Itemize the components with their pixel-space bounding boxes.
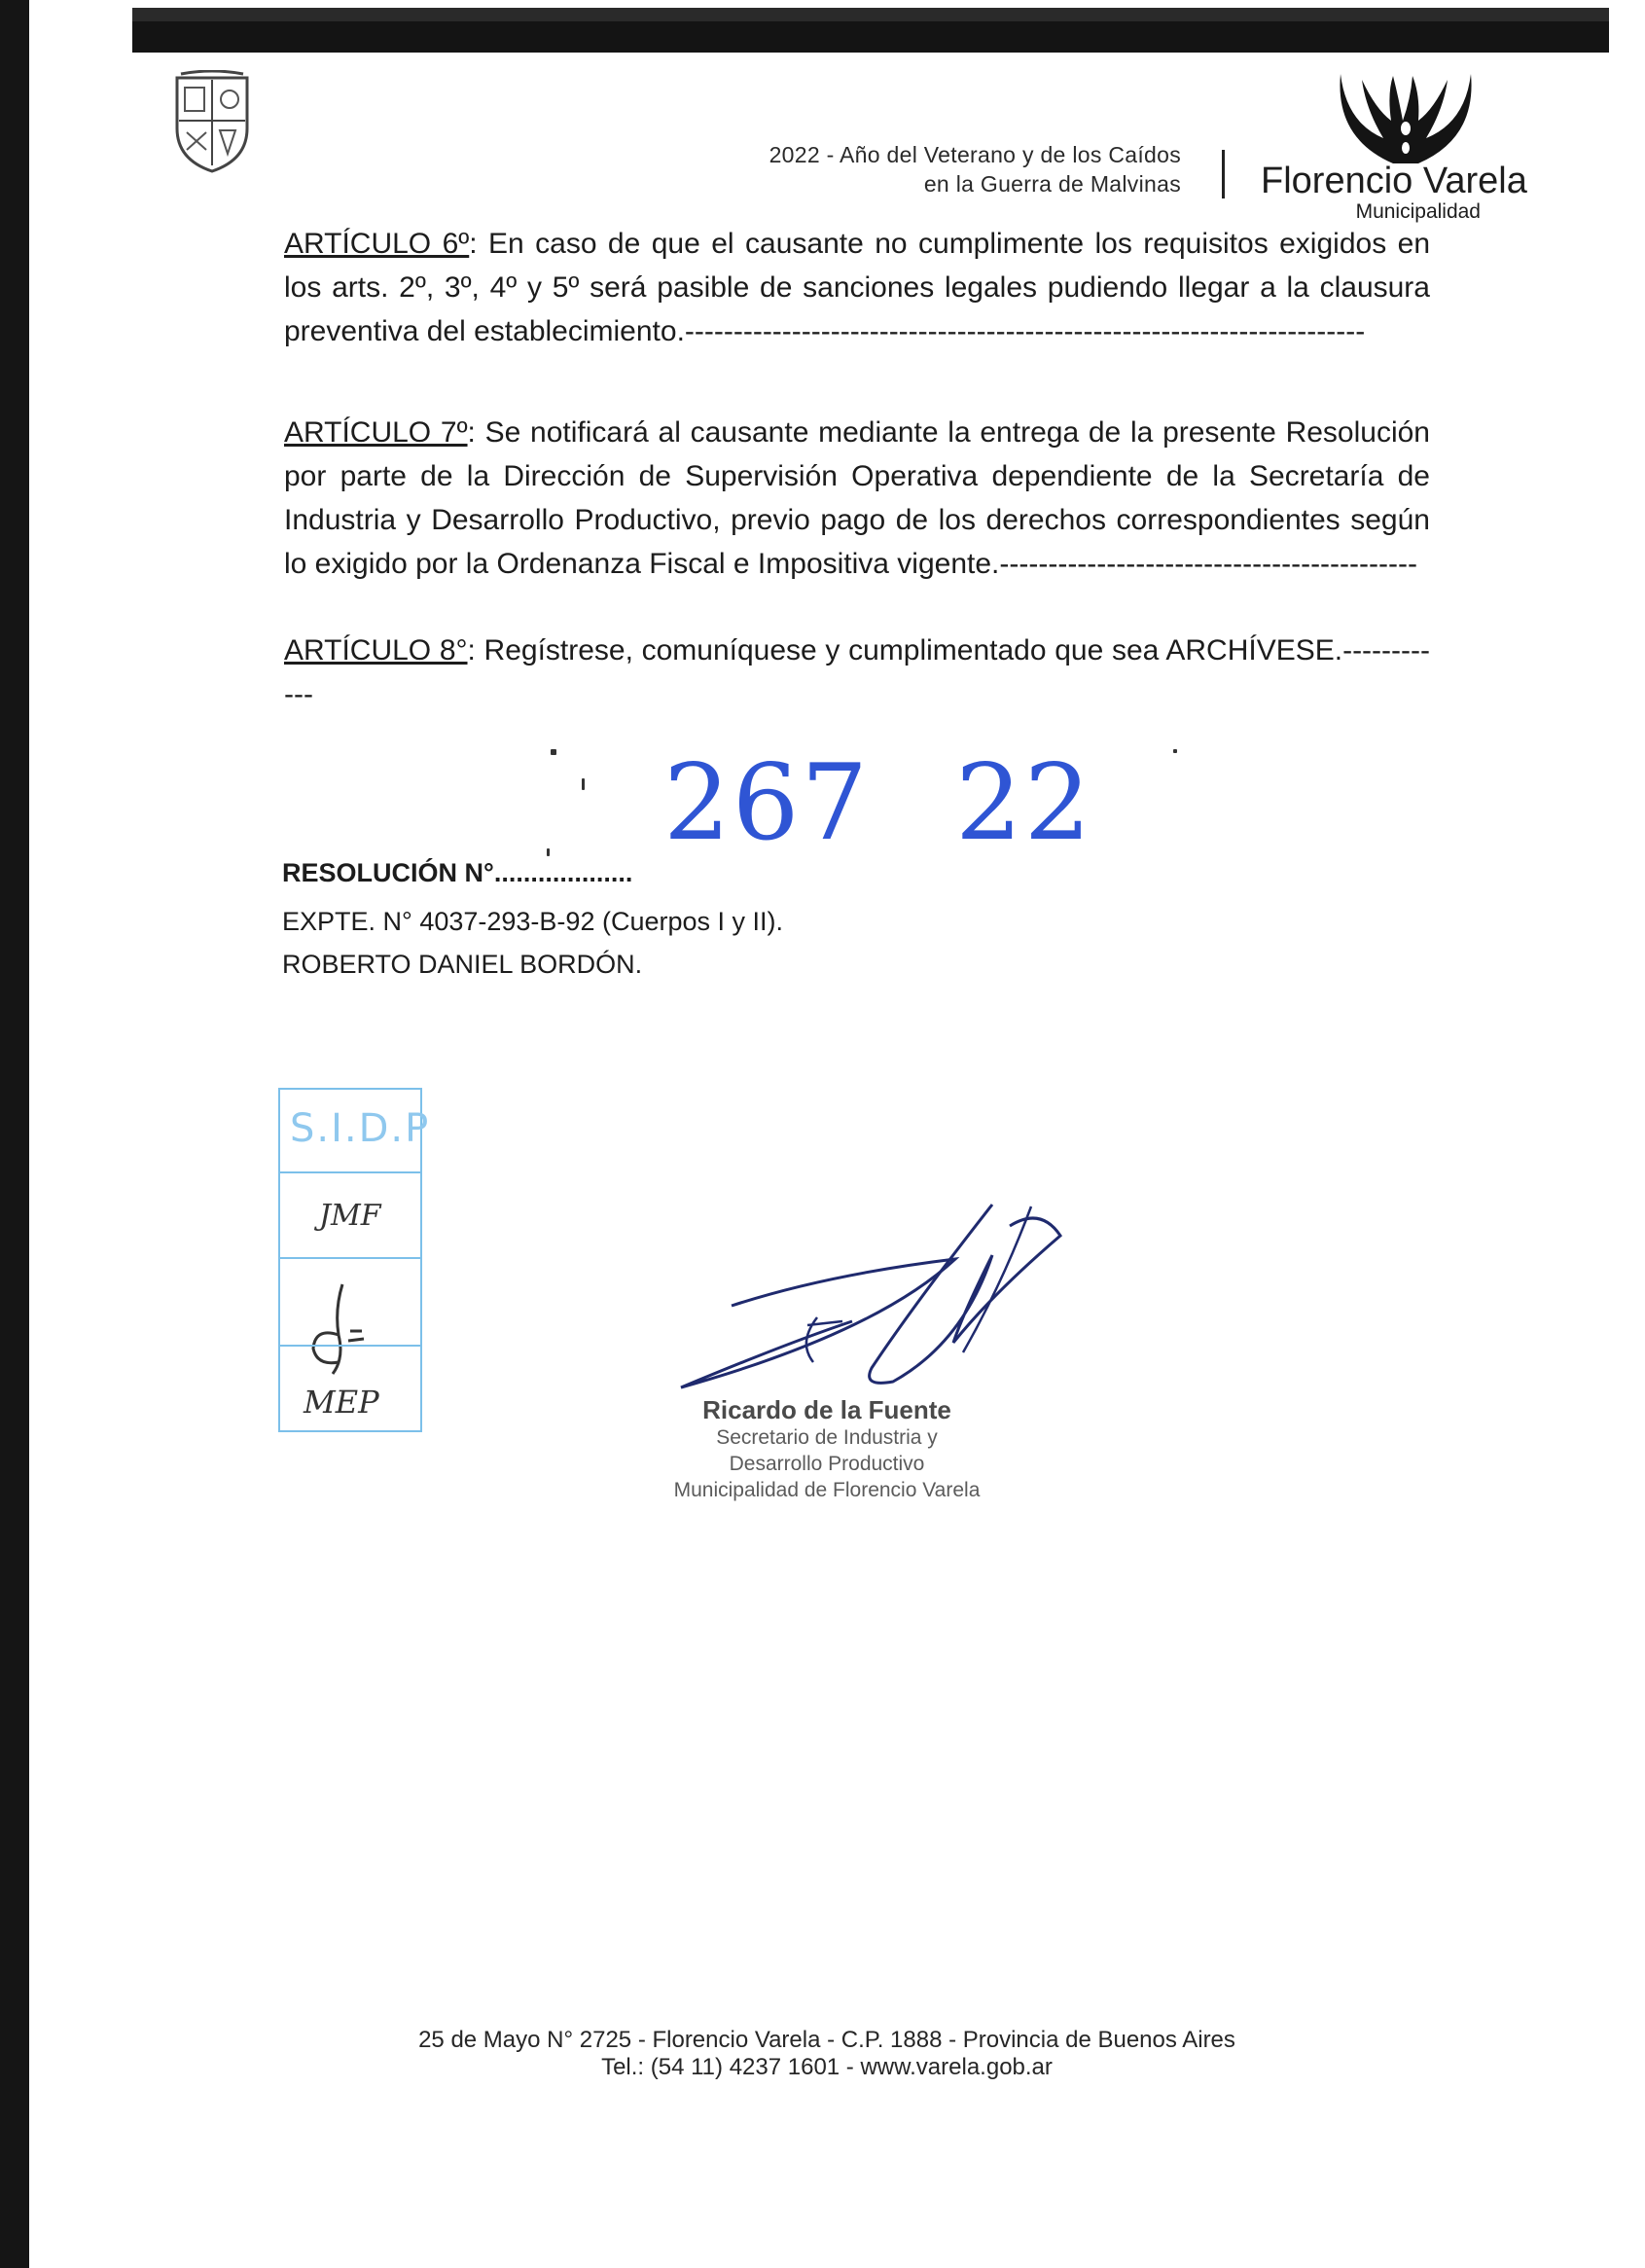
sidp-initials-bottom: MEP (304, 1384, 379, 1421)
article-6-text: : En caso de que el causante no cumplimente los requisitos exigidos en los arts. 2º, 3º, 4º y 5º será pasible de sanciones legales pudiendo llegar a la clausura preventiva del establecimiento.---------------------------------------------------------------------- (284, 228, 1430, 347)
article-8 (284, 629, 1430, 716)
article-7 (284, 411, 1430, 586)
municipal-crest-icon (171, 70, 253, 177)
scan-speck (551, 749, 556, 755)
handwritten-signature-icon (671, 1197, 1080, 1401)
initials-scribble-icon (305, 1280, 383, 1387)
resolution-number-stamp (663, 742, 1093, 864)
brand-name: Florencio Varela (1261, 161, 1527, 201)
sidp-initials-top: JMF (319, 1199, 381, 1233)
header-motto (642, 140, 1181, 198)
article-6 (284, 222, 1430, 353)
footer-address: 25 de Mayo N° 2725 - Florencio Varela - C.P. 1888 - Provincia de Buenos Aires (418, 2027, 1235, 2053)
signer-role-line-2: Desarrollo Productivo (729, 1453, 925, 1475)
stamp-number: 267 (663, 742, 871, 864)
person-line: ROBERTO DANIEL BORDÓN. (282, 950, 643, 979)
resolution-line (282, 856, 632, 889)
scan-speck (547, 848, 550, 856)
signer-role-line-1: Secretario de Industria y (716, 1426, 938, 1449)
sidp-title: S.I.D.P (290, 1106, 431, 1151)
sidp-divider (280, 1257, 420, 1259)
signer-organization: Municipalidad de Florencio Varela (673, 1479, 981, 1501)
article-8-text: : Regístrese, comuníquese y cumplimentado que sea ARCHÍVESE.------------ (284, 634, 1430, 710)
footer-contact: Tel.: (54 11) 4237 1601 - www.varela.gob.ar (601, 2054, 1053, 2080)
expte-line: EXPTE. N° 4037-293-B-92 (Cuerpos I y II). (282, 907, 784, 936)
motto-line-2: en la Guerra de Malvinas (923, 171, 1181, 197)
scan-edge-left (0, 0, 29, 2268)
stamp-year: 22 (955, 742, 1093, 864)
brand-sub: Municipalidad (1355, 200, 1481, 223)
scan-speck (1173, 749, 1177, 753)
header-separator (1222, 150, 1225, 198)
motto-line-1: 2022 - Año del Veterano y de los Caídos (769, 142, 1181, 167)
sidp-divider (280, 1171, 420, 1173)
article-7-text: : Se notificará al causante mediante la entrega de la presente Resolución por parte de la Dirección de Supervisión Operativa dependiente de la Secretaría de Industria y Desarrollo Productivo, previo pago de los derechos correspondientes según lo exigido por la Ordenanza Fiscal e Impositiva vigente.------------------------------------------- (284, 416, 1430, 580)
sidp-approval-box (278, 1088, 431, 1432)
resolution-label: RESOLUCIÓN N° (282, 858, 494, 887)
article-7-heading: ARTÍCULO 7º (284, 416, 468, 449)
article-6-heading: ARTÍCULO 6º (284, 228, 470, 260)
scan-bar-top (132, 8, 1609, 53)
article-8-heading: ARTÍCULO 8° (284, 634, 468, 666)
scan-speck (582, 778, 585, 790)
florencio-varela-logo-icon (1333, 70, 1479, 167)
sidp-divider (280, 1345, 420, 1347)
resolution-dots: ................... (493, 858, 633, 887)
signer-name: Ricardo de la Fuente (702, 1395, 951, 1424)
